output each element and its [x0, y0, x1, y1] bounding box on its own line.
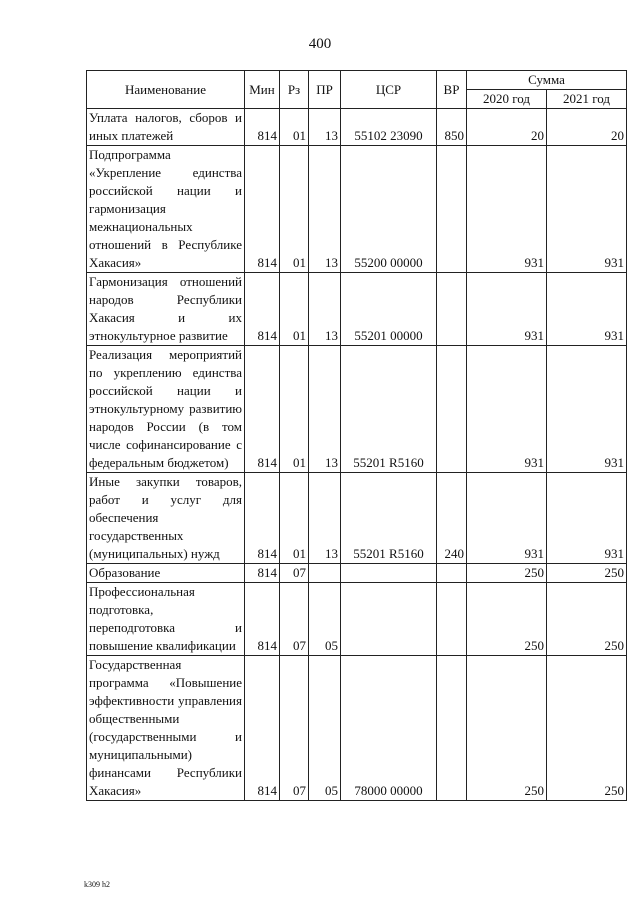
- cell-name: Гармонизация отношений народов Республики Хакасия и их этнокультурное развитие: [87, 273, 245, 346]
- cell-2021: 931: [547, 346, 627, 473]
- cell-pr: 13: [309, 109, 341, 146]
- table-row: [87, 109, 627, 146]
- cell-csr: 55201 R5160: [341, 346, 437, 473]
- cell-2021: 20: [547, 109, 627, 146]
- cell-pr: 05: [309, 583, 341, 656]
- cell-2020: 250: [467, 656, 547, 801]
- cell-csr: 78000 00000: [341, 656, 437, 801]
- cell-csr: [341, 564, 437, 583]
- table-row: [87, 656, 627, 801]
- budget-table: [86, 70, 627, 801]
- cell-2021: 250: [547, 583, 627, 656]
- header-year-2021: 2021 год: [547, 90, 627, 109]
- cell-name: Иные закупки товаров, работ и услуг для обеспечения государственных (муниципальных) нужд: [87, 473, 245, 564]
- header-sum: Сумма: [467, 71, 627, 90]
- table-row: [87, 473, 627, 564]
- cell-2021: 931: [547, 473, 627, 564]
- cell-2021: 250: [547, 656, 627, 801]
- table-body: [87, 109, 627, 801]
- cell-2020: 250: [467, 583, 547, 656]
- page-number: 400: [308, 36, 332, 52]
- cell-min: 814: [245, 146, 280, 273]
- cell-vr: [437, 564, 467, 583]
- cell-name: Профессиональная подготовка, переподготовка и повышение квалификации: [87, 583, 245, 656]
- cell-min: 814: [245, 273, 280, 346]
- cell-vr: [437, 346, 467, 473]
- cell-vr: 850: [437, 109, 467, 146]
- cell-2020: 931: [467, 146, 547, 273]
- cell-rz: 01: [280, 346, 309, 473]
- cell-pr: 13: [309, 473, 341, 564]
- cell-csr: 55201 00000: [341, 273, 437, 346]
- cell-2021: 250: [547, 564, 627, 583]
- table-row: [87, 146, 627, 273]
- header-name: Наименование: [87, 71, 245, 109]
- cell-rz: 01: [280, 146, 309, 273]
- header-pr: ПР: [309, 71, 341, 109]
- header-rz: Рз: [280, 71, 309, 109]
- cell-vr: [437, 146, 467, 273]
- cell-pr: 13: [309, 146, 341, 273]
- cell-rz: 01: [280, 473, 309, 564]
- cell-pr: 13: [309, 346, 341, 473]
- table-row: [87, 273, 627, 346]
- cell-min: 814: [245, 473, 280, 564]
- cell-rz: 07: [280, 656, 309, 801]
- cell-min: 814: [245, 109, 280, 146]
- cell-2020: 931: [467, 346, 547, 473]
- header-year-2020: 2020 год: [467, 90, 547, 109]
- header-csr: ЦСР: [341, 71, 437, 109]
- cell-min: 814: [245, 656, 280, 801]
- cell-csr: 55200 00000: [341, 146, 437, 273]
- cell-name: Подпрограмма «Укрепление единства российской нации и гармонизация межнациональных отношений в Республике Хакасия»: [87, 146, 245, 273]
- cell-csr: 55102 23090: [341, 109, 437, 146]
- cell-min: 814: [245, 583, 280, 656]
- cell-vr: [437, 583, 467, 656]
- cell-rz: 01: [280, 109, 309, 146]
- cell-2020: 20: [467, 109, 547, 146]
- cell-vr: 240: [437, 473, 467, 564]
- cell-name: Государственная программа «Повышение эффективности управления общественными (государственными и муниципальными) финансами Республики Хакасия»: [87, 656, 245, 801]
- table-row: [87, 583, 627, 656]
- footer-code: k309 h2: [84, 880, 110, 889]
- cell-2020: 250: [467, 564, 547, 583]
- cell-name: Уплата налогов, сборов и иных платежей: [87, 109, 245, 146]
- cell-vr: [437, 273, 467, 346]
- cell-2020: 931: [467, 473, 547, 564]
- cell-pr: [309, 564, 341, 583]
- cell-rz: 07: [280, 583, 309, 656]
- cell-rz: 01: [280, 273, 309, 346]
- cell-2021: 931: [547, 146, 627, 273]
- header-min: Мин: [245, 71, 280, 109]
- cell-2021: 931: [547, 273, 627, 346]
- cell-pr: 13: [309, 273, 341, 346]
- cell-pr: 05: [309, 656, 341, 801]
- cell-csr: [341, 583, 437, 656]
- cell-csr: 55201 R5160: [341, 473, 437, 564]
- cell-min: 814: [245, 346, 280, 473]
- cell-rz: 07: [280, 564, 309, 583]
- table-row: [87, 346, 627, 473]
- cell-name: Реализация мероприятий по укреплению единства российской нации и этнокультурному развитию народов России (в том числе софинансирование с федеральным бюджетом): [87, 346, 245, 473]
- header-vr: ВР: [437, 71, 467, 109]
- cell-name: Образование: [87, 564, 245, 583]
- table-row: [87, 564, 627, 583]
- cell-2020: 931: [467, 273, 547, 346]
- cell-vr: [437, 656, 467, 801]
- cell-min: 814: [245, 564, 280, 583]
